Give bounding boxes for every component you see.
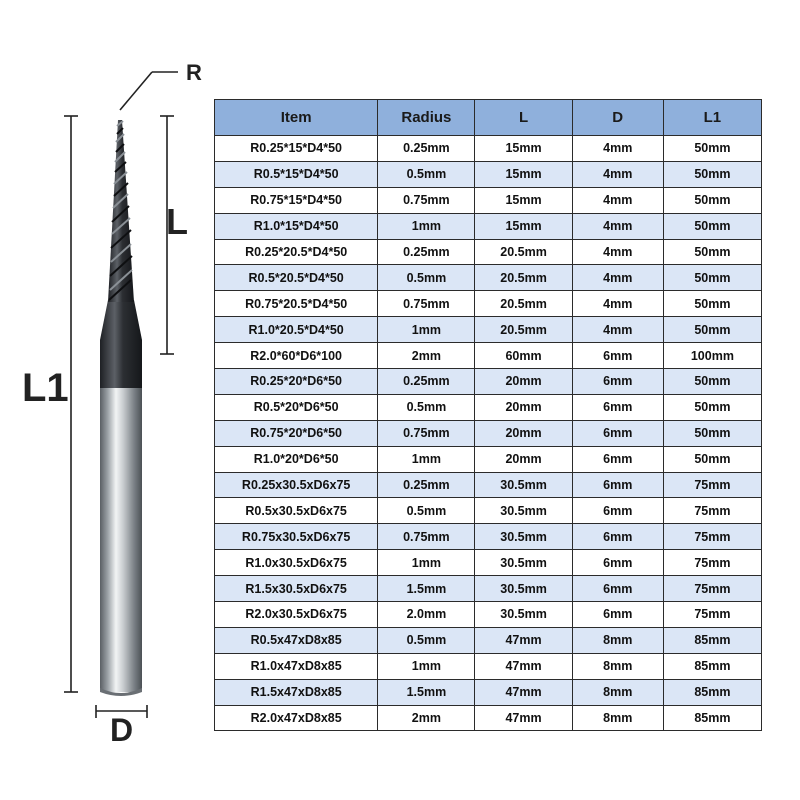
l-cell: 20mm [475, 420, 572, 446]
table-row [215, 317, 762, 343]
radius-cell: 0.75mm [378, 420, 475, 446]
table-row [215, 576, 762, 602]
l-cell: 30.5mm [475, 550, 572, 576]
table-row [215, 369, 762, 395]
item-cell: R0.5*20*D6*50 [215, 394, 378, 420]
l-cell: 30.5mm [475, 524, 572, 550]
l1-cell: 50mm [663, 420, 761, 446]
header-l: L [475, 100, 572, 136]
l1-cell: 75mm [663, 576, 761, 602]
radius-cell: 2mm [378, 705, 475, 731]
d-cell: 6mm [572, 550, 663, 576]
d-cell: 4mm [572, 213, 663, 239]
item-cell: R0.75*15*D4*50 [215, 187, 378, 213]
radius-cell: 0.25mm [378, 369, 475, 395]
tool-illustration [0, 0, 212, 800]
table-row [215, 602, 762, 628]
d-cell: 4mm [572, 317, 663, 343]
item-cell: R0.25*20*D6*50 [215, 369, 378, 395]
d-cell: 8mm [572, 679, 663, 705]
d-cell: 8mm [572, 627, 663, 653]
l1-cell: 50mm [663, 136, 761, 162]
overall-length-label: L1 [22, 366, 69, 410]
radius-cell: 0.5mm [378, 498, 475, 524]
shank [100, 384, 142, 696]
d-cell: 6mm [572, 576, 663, 602]
specification-table [214, 99, 762, 731]
l1-cell: 75mm [663, 602, 761, 628]
d-cell: 6mm [572, 420, 663, 446]
d-cell: 6mm [572, 343, 663, 369]
d-cell: 4mm [572, 239, 663, 265]
l-cell: 47mm [475, 653, 572, 679]
item-cell: R0.75*20.5*D4*50 [215, 291, 378, 317]
item-cell: R1.0x47xD8x85 [215, 653, 378, 679]
radius-cell: 0.5mm [378, 627, 475, 653]
table-row [215, 161, 762, 187]
table-row [215, 627, 762, 653]
item-cell: R0.25x30.5xD6x75 [215, 472, 378, 498]
item-cell: R0.25*20.5*D4*50 [215, 239, 378, 265]
table-row [215, 679, 762, 705]
table-row [215, 239, 762, 265]
radius-cell: 0.5mm [378, 394, 475, 420]
table-header-row [215, 100, 762, 136]
table-row [215, 653, 762, 679]
table-row [215, 187, 762, 213]
l-cell: 30.5mm [475, 602, 572, 628]
radius-cell: 1mm [378, 317, 475, 343]
item-cell: R0.75*20*D6*50 [215, 420, 378, 446]
item-cell: R2.0x30.5xD6x75 [215, 602, 378, 628]
radius-cell: 2.0mm [378, 602, 475, 628]
item-cell: R0.75x30.5xD6x75 [215, 524, 378, 550]
table-row [215, 524, 762, 550]
d-cell: 6mm [572, 602, 663, 628]
d-cell: 6mm [572, 446, 663, 472]
d-cell: 4mm [572, 265, 663, 291]
d-cell: 8mm [572, 653, 663, 679]
l1-cell: 50mm [663, 239, 761, 265]
header-item: Item [215, 100, 378, 136]
d-cell: 6mm [572, 369, 663, 395]
table-row [215, 550, 762, 576]
item-cell: R2.0*60*D6*100 [215, 343, 378, 369]
l-cell: 20mm [475, 394, 572, 420]
l1-cell: 50mm [663, 369, 761, 395]
radius-cell: 1.5mm [378, 576, 475, 602]
l1-cell: 85mm [663, 627, 761, 653]
item-cell: R1.0*20.5*D4*50 [215, 317, 378, 343]
l1-cell: 50mm [663, 213, 761, 239]
radius-leader [120, 72, 178, 110]
item-cell: R0.5*20.5*D4*50 [215, 265, 378, 291]
item-cell: R2.0x47xD8x85 [215, 705, 378, 731]
l1-cell: 50mm [663, 291, 761, 317]
radius-cell: 1.5mm [378, 679, 475, 705]
l-cell: 20.5mm [475, 265, 572, 291]
radius-cell: 1mm [378, 213, 475, 239]
l-cell: 30.5mm [475, 498, 572, 524]
header-d: D [572, 100, 663, 136]
l-cell: 15mm [475, 161, 572, 187]
item-cell: R0.25*15*D4*50 [215, 136, 378, 162]
flute-length-label: L [166, 201, 188, 242]
l1-cell: 100mm [663, 343, 761, 369]
d-cell: 6mm [572, 524, 663, 550]
radius-cell: 0.5mm [378, 265, 475, 291]
l-cell: 15mm [475, 187, 572, 213]
l1-cell: 85mm [663, 653, 761, 679]
l-cell: 20.5mm [475, 239, 572, 265]
table-row [215, 472, 762, 498]
radius-cell: 1mm [378, 653, 475, 679]
l-cell: 20mm [475, 446, 572, 472]
d-cell: 4mm [572, 291, 663, 317]
l1-cell: 50mm [663, 446, 761, 472]
l-cell: 47mm [475, 627, 572, 653]
d-cell: 8mm [572, 705, 663, 731]
l1-cell: 75mm [663, 550, 761, 576]
l-cell: 20mm [475, 369, 572, 395]
l1-cell: 50mm [663, 394, 761, 420]
radius-cell: 0.75mm [378, 291, 475, 317]
l-cell: 47mm [475, 679, 572, 705]
l1-cell: 75mm [663, 472, 761, 498]
l1-cell: 75mm [663, 524, 761, 550]
coated-neck [100, 300, 142, 388]
radius-cell: 0.25mm [378, 239, 475, 265]
table-body [215, 136, 762, 731]
l-cell: 20.5mm [475, 317, 572, 343]
radius-cell: 1mm [378, 446, 475, 472]
radius-cell: 0.25mm [378, 136, 475, 162]
l-cell: 47mm [475, 705, 572, 731]
table-row [215, 343, 762, 369]
table-row [215, 291, 762, 317]
d-cell: 4mm [572, 161, 663, 187]
tapered-flutes [108, 120, 134, 302]
header-radius: Radius [378, 100, 475, 136]
item-cell: R1.0*20*D6*50 [215, 446, 378, 472]
l1-cell: 50mm [663, 187, 761, 213]
radius-cell: 0.25mm [378, 472, 475, 498]
d-cell: 4mm [572, 187, 663, 213]
header-l1: L1 [663, 100, 761, 136]
l1-cell: 85mm [663, 679, 761, 705]
table-row [215, 420, 762, 446]
radius-label: R [186, 60, 202, 85]
item-cell: R0.5x30.5xD6x75 [215, 498, 378, 524]
l1-cell: 75mm [663, 498, 761, 524]
table-row [215, 394, 762, 420]
d-cell: 4mm [572, 136, 663, 162]
l-cell: 30.5mm [475, 576, 572, 602]
table-row [215, 446, 762, 472]
l-cell: 60mm [475, 343, 572, 369]
d-cell: 6mm [572, 472, 663, 498]
item-cell: R1.5x47xD8x85 [215, 679, 378, 705]
item-cell: R0.5*15*D4*50 [215, 161, 378, 187]
l1-cell: 85mm [663, 705, 761, 731]
item-cell: R1.0x30.5xD6x75 [215, 550, 378, 576]
l-cell: 20.5mm [475, 291, 572, 317]
l1-cell: 50mm [663, 265, 761, 291]
item-cell: R0.5x47xD8x85 [215, 627, 378, 653]
l-cell: 15mm [475, 213, 572, 239]
l-cell: 30.5mm [475, 472, 572, 498]
radius-cell: 1mm [378, 550, 475, 576]
radius-cell: 0.75mm [378, 524, 475, 550]
l1-cell: 50mm [663, 317, 761, 343]
table-row [215, 498, 762, 524]
radius-cell: 2mm [378, 343, 475, 369]
radius-cell: 0.75mm [378, 187, 475, 213]
diameter-label: D [110, 712, 134, 748]
l1-cell: 50mm [663, 161, 761, 187]
table-row [215, 705, 762, 731]
d-cell: 6mm [572, 498, 663, 524]
item-cell: R1.5x30.5xD6x75 [215, 576, 378, 602]
table-row [215, 265, 762, 291]
l-cell: 15mm [475, 136, 572, 162]
table-row [215, 213, 762, 239]
table-row [215, 136, 762, 162]
item-cell: R1.0*15*D4*50 [215, 213, 378, 239]
radius-cell: 0.5mm [378, 161, 475, 187]
d-cell: 6mm [572, 394, 663, 420]
